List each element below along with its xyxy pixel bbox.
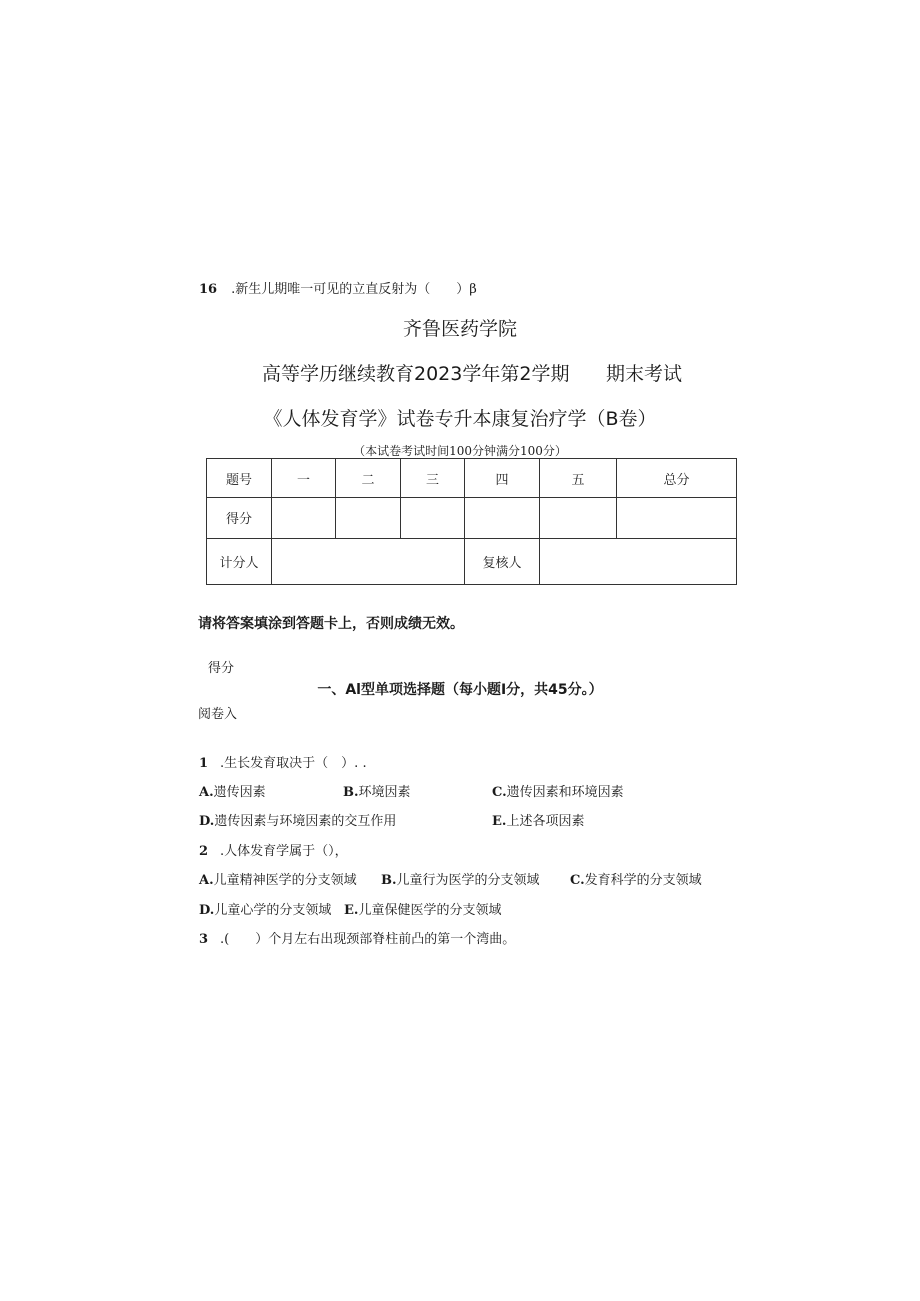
- option-letter: B.: [381, 873, 397, 888]
- option-letter: E.: [344, 903, 359, 918]
- option-text: 儿童行为医学的分支领域: [396, 873, 540, 888]
- option-text: 儿童保健医学的分支领域: [358, 903, 502, 918]
- option-letter: A.: [199, 785, 214, 800]
- option-a[interactable]: [199, 869, 357, 888]
- question-16: [199, 278, 477, 297]
- section-reader-label: 阅卷入: [198, 707, 238, 722]
- header-cell: 题号: [207, 459, 272, 498]
- option-text: 发育科学的分支领域: [584, 873, 702, 888]
- question-stem: .新生儿期唯一可见的立直反射为（ ）β: [231, 282, 477, 297]
- option-text: 上述各项因素: [506, 814, 585, 829]
- option-text: 遗传因素与环境因素的交互作用: [214, 814, 397, 829]
- question-number: 3: [199, 932, 209, 947]
- exam-term: 高等学历继续教育2023学年第2学期: [262, 363, 570, 385]
- course-title: 《人体发育学》试卷专升本康复治疗学（B卷）: [263, 408, 657, 430]
- question-stem: .( ）个月左右出现颈部脊柱前凸的第一个湾曲。: [220, 932, 516, 947]
- question-stem: .生长发育取决于（ ）. .: [220, 756, 367, 771]
- header-cell: 一: [272, 459, 336, 498]
- option-letter: A.: [199, 873, 214, 888]
- option-text: 遗传因素和环境因素: [506, 785, 624, 800]
- score-table: [206, 458, 737, 585]
- option-letter: D.: [199, 814, 215, 829]
- header-cell: 总分: [617, 459, 737, 498]
- reviewer-cell[interactable]: [540, 538, 737, 584]
- option-e[interactable]: [492, 810, 584, 829]
- header-cell: 四: [465, 459, 540, 498]
- question-3: [199, 928, 515, 947]
- header-cell: 三: [401, 459, 465, 498]
- option-d[interactable]: [199, 810, 396, 829]
- section-score-label: 得分: [208, 661, 235, 676]
- option-c[interactable]: [492, 781, 624, 800]
- option-letter: C.: [570, 873, 585, 888]
- question-number: 2: [199, 844, 209, 859]
- score-row-label: 得分: [207, 498, 272, 538]
- option-letter: E.: [492, 814, 507, 829]
- score-cell[interactable]: [336, 498, 401, 538]
- option-c[interactable]: [570, 869, 702, 888]
- reviewer-label: 复核人: [465, 538, 540, 584]
- header-cell: 二: [336, 459, 401, 498]
- header-cell: 五: [540, 459, 617, 498]
- score-cell[interactable]: [401, 498, 465, 538]
- option-b[interactable]: [381, 869, 540, 888]
- option-letter: C.: [492, 785, 507, 800]
- option-letter: B.: [343, 785, 359, 800]
- score-cell[interactable]: [540, 498, 617, 538]
- option-b[interactable]: [343, 781, 411, 800]
- scorer-label: 计分人: [207, 538, 272, 584]
- option-letter: D.: [199, 903, 215, 918]
- signature-row: [207, 538, 737, 584]
- score-row: [207, 498, 737, 538]
- question-2: [199, 840, 348, 859]
- option-d[interactable]: [199, 899, 331, 918]
- score-cell[interactable]: [465, 498, 540, 538]
- option-e[interactable]: [344, 899, 501, 918]
- score-cell[interactable]: [272, 498, 336, 538]
- option-text: 儿童心学的分支领域: [214, 903, 332, 918]
- exam-type: 期末考试: [606, 363, 683, 385]
- time-note: （本试卷考试时间100分钟满分100分）: [353, 444, 567, 458]
- option-text: 环境因素: [358, 785, 411, 800]
- score-cell[interactable]: [617, 498, 737, 538]
- school-name: 齐鲁医药学院: [402, 318, 517, 340]
- option-text: 遗传因素: [213, 785, 266, 800]
- section-title: 一、Al型单项选择题（每小题I分，共45分。）: [317, 682, 603, 698]
- instruction: 请将答案填涂到答题卡上，否则成绩无效。: [198, 616, 464, 632]
- score-table-header-row: [207, 459, 737, 498]
- question-number: 16: [199, 282, 218, 297]
- scorer-cell[interactable]: [272, 538, 465, 584]
- question-stem: .人体发育学属于（），: [220, 844, 348, 859]
- option-text: 儿童精神医学的分支领域: [213, 873, 357, 888]
- question-1: [199, 752, 367, 771]
- question-number: 1: [199, 756, 209, 771]
- option-a[interactable]: [199, 781, 266, 800]
